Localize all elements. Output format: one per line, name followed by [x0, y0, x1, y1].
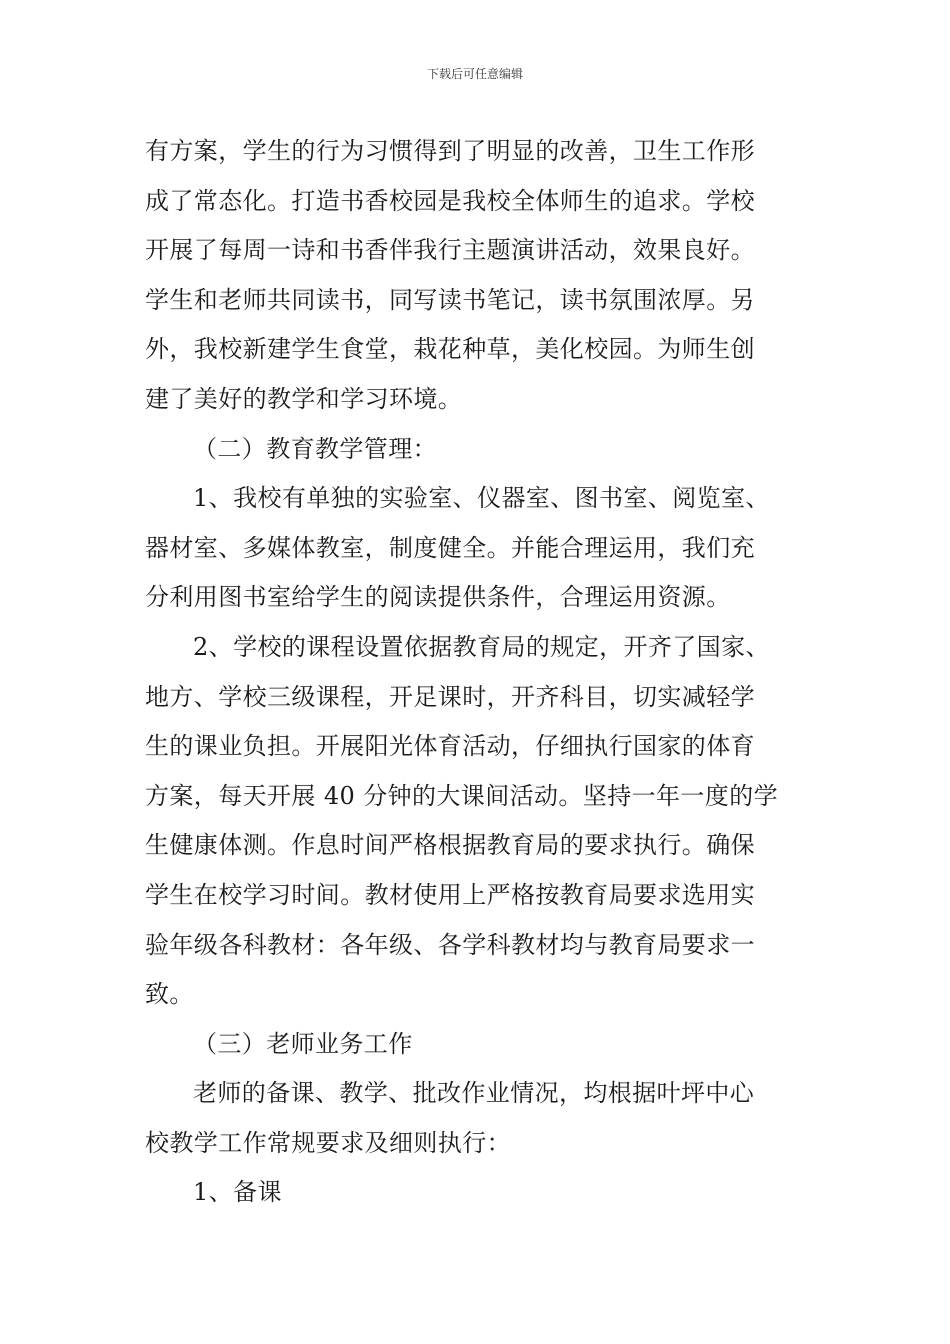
- text-line: 2、学校的课程设置依据教育局的规定，开齐了国家、: [193, 632, 770, 661]
- text-line: 校教学工作常规要求及细则执行：: [145, 1128, 511, 1157]
- text-line: 开展了每周一诗和书香伴我行主题演讲活动，效果良好。: [145, 236, 755, 265]
- text-line: 致。: [145, 980, 194, 1009]
- text-line: 外，我校新建学生食堂，栽花种草，美化校园。为师生创: [145, 335, 755, 364]
- text-line: 地方、学校三级课程，开足课时，开齐科目，切实减轻学: [145, 682, 755, 711]
- text-line: 生健康体测。作息时间严格根据教育局的要求执行。确保: [145, 831, 755, 860]
- document-body: [145, 127, 805, 1218]
- text-line: 分利用图书室给学生的阅读提供条件，合理运用资源。: [145, 583, 731, 612]
- text-line: 1、我校有单独的实验室、仪器室、图书室、阅览室、: [193, 484, 770, 513]
- subsection-heading: 1、备课: [193, 1178, 282, 1207]
- text-line: 方案，每天开展 40 分钟的大课间活动。坚持一年一度的学: [145, 781, 778, 810]
- section-heading: （二）教育教学管理：: [193, 434, 437, 463]
- text-line: 学生和老师共同读书，同写读书笔记，读书氛围浓厚。另: [145, 285, 755, 314]
- text-line: 验年级各科教材：各年级、各学科教材均与教育局要求一: [145, 930, 755, 959]
- text-line: 有方案，学生的行为习惯得到了明显的改善，卫生工作形: [145, 137, 755, 165]
- text-line: 老师的备课、教学、批改作业情况，均根据叶坪中心: [193, 1079, 755, 1108]
- section-heading: （三）老师业务工作: [193, 1029, 413, 1058]
- text-line: 生的课业负担。开展阳光体育活动，仔细执行国家的体育: [145, 732, 755, 761]
- text-line: 学生在校学习时间。教材使用上严格按教育局要求选用实: [145, 880, 755, 909]
- header-note: 下载后可任意编辑: [426, 67, 523, 81]
- text-line: 建了美好的教学和学习环境。: [145, 384, 463, 413]
- text-line: 成了常态化。打造书香校园是我校全体师生的追求。学校: [145, 186, 755, 215]
- text-line: 器材室、多媒体教室，制度健全。并能合理运用，我们充: [145, 533, 755, 562]
